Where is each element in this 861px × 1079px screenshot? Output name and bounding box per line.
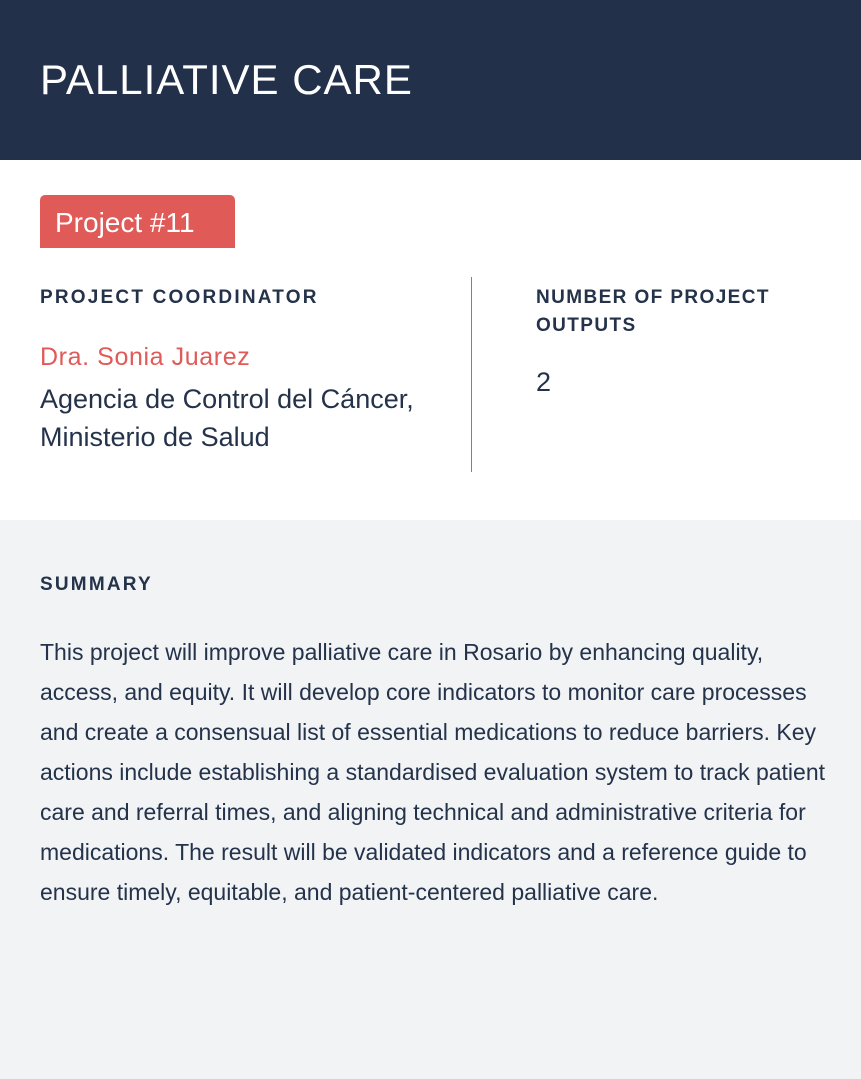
page-header <box>0 0 861 160</box>
page-title: PALLIATIVE CARE <box>40 56 413 103</box>
coordinator-name: Dra. Sonia Juarez <box>40 343 251 371</box>
project-info-section <box>0 160 861 520</box>
summary-label: SUMMARY <box>40 574 153 595</box>
coordinator-label: PROJECT COORDINATOR <box>40 287 319 308</box>
coordinator-organization: Agencia de Control del Cáncer, Ministerio de Salud <box>40 384 414 452</box>
outputs-label: NUMBER OF PROJECT OUTPUTS <box>536 287 770 336</box>
summary-text: This project will improve palliative care in Rosario by enhancing quality, access, and equity. It will develop core indicators to monitor care processes and create a consensual list of essential medications to reduce barriers. Key actions include establishing a standardised evaluation system to track patient care and referral times, and aligning technical and administrative criteria for medications. The result will be validated indicators and a reference guide to ensure timely, equitable, and patient-centered palliative care. <box>40 639 826 905</box>
project-number-badge: Project #11 <box>40 195 235 248</box>
column-divider <box>471 277 472 472</box>
outputs-value: 2 <box>536 367 552 397</box>
